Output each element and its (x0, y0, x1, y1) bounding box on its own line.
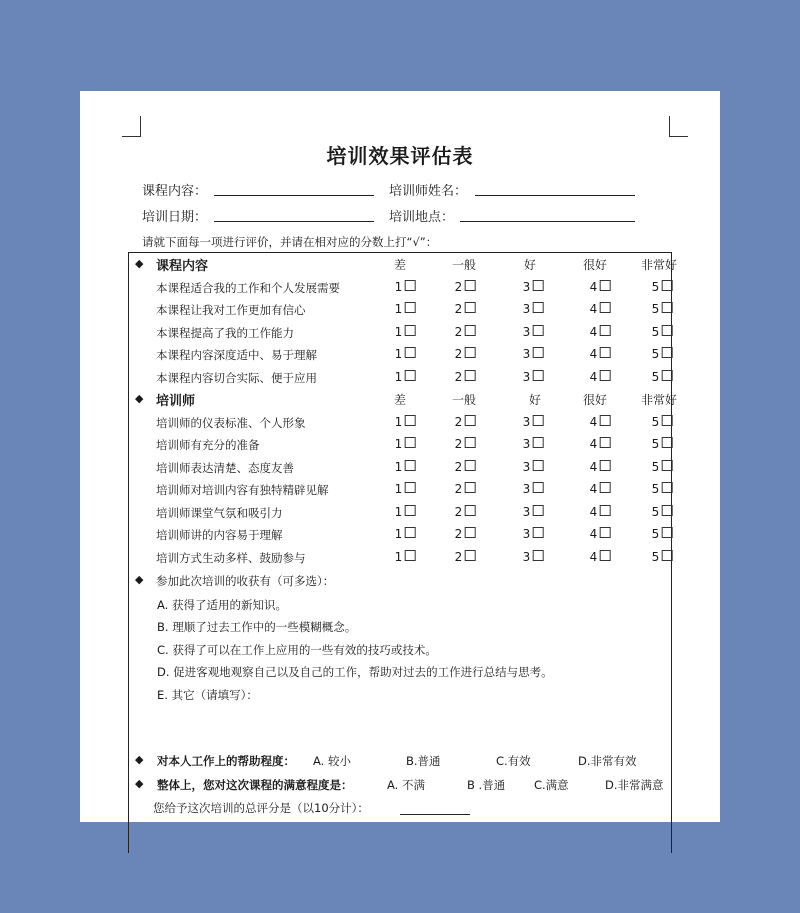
rating-row (0, 370, 800, 390)
score-option[interactable] (395, 415, 416, 429)
rating-header: 一般 (451, 258, 477, 272)
score-checkbox[interactable] (661, 482, 672, 493)
score-number: 5 (651, 482, 660, 496)
score-checkbox[interactable] (599, 325, 610, 336)
satisfaction-option-c[interactable]: C.满意 (534, 778, 569, 792)
score-number: 2 (454, 437, 463, 451)
score-checkbox[interactable] (599, 415, 610, 426)
rating-row (0, 347, 800, 367)
score-option[interactable] (455, 347, 476, 361)
score-checkbox[interactable] (599, 280, 610, 291)
help-option-c[interactable]: C.有效 (496, 754, 531, 768)
rating-header: 一般 (451, 393, 477, 407)
rating-header: 差 (393, 258, 407, 272)
gain-option-b[interactable]: B. 理顺了过去工作中的一些模糊概念。 (157, 620, 357, 634)
rating-item-label: 培训师的仪表标准、个人形象 (156, 416, 306, 430)
help-option-a[interactable]: A. 较小 (313, 754, 351, 768)
score-checkbox[interactable] (404, 527, 415, 538)
score-number: 3 (522, 437, 531, 451)
rating-item-label: 本课程适合我的工作和个人发展需要 (156, 281, 340, 295)
score-option[interactable] (395, 527, 416, 541)
help-option-d[interactable]: D.非常有效 (578, 754, 637, 768)
score-checkbox[interactable] (661, 437, 672, 448)
score-option[interactable] (652, 280, 673, 294)
score-number: 2 (454, 325, 463, 339)
score-option[interactable] (395, 280, 416, 294)
score-number: 5 (651, 280, 660, 294)
score-number: 5 (651, 302, 660, 316)
rating-item-label: 培训师讲的内容易于理解 (156, 528, 283, 542)
gains-title: 参加此次培训的收获有（可多选）： (156, 574, 335, 588)
score-number: 2 (454, 550, 463, 564)
score-number: 4 (589, 437, 598, 451)
score-option[interactable] (523, 527, 544, 541)
rating-item-label: 本课程提高了我的工作能力 (156, 326, 294, 340)
score-number: 5 (651, 437, 660, 451)
score-option[interactable] (395, 505, 416, 519)
score-checkbox[interactable] (404, 415, 415, 426)
rating-row (0, 505, 800, 525)
score-option[interactable] (652, 370, 673, 384)
course-label: 课程内容： (142, 184, 208, 199)
score-checkbox[interactable] (464, 550, 475, 561)
bullet-diamond: ◆ (135, 392, 144, 405)
score-option[interactable] (455, 460, 476, 474)
rating-row (0, 325, 800, 345)
score-option[interactable] (523, 415, 544, 429)
score-checkbox[interactable] (661, 325, 672, 336)
score-checkbox[interactable] (661, 302, 672, 313)
score-checkbox[interactable] (599, 505, 610, 516)
score-checkbox[interactable] (464, 437, 475, 448)
score-option[interactable] (523, 347, 544, 361)
score-checkbox[interactable] (464, 527, 475, 538)
rating-header: 非常好 (640, 393, 678, 407)
score-checkbox[interactable] (599, 302, 610, 313)
score-option[interactable] (590, 482, 611, 496)
score-number: 1 (394, 370, 403, 384)
score-number: 1 (394, 527, 403, 541)
score-number: 2 (454, 370, 463, 384)
rating-item-label: 培训师课堂气氛和吸引力 (156, 506, 283, 520)
score-option[interactable] (455, 302, 476, 316)
score-number: 3 (522, 482, 531, 496)
rating-item-label: 培训师有充分的准备 (156, 438, 260, 452)
score-option[interactable] (523, 325, 544, 339)
rating-row (0, 280, 800, 300)
score-number: 3 (522, 550, 531, 564)
score-number: 4 (589, 460, 598, 474)
score-option[interactable] (455, 415, 476, 429)
score-option[interactable] (590, 527, 611, 541)
bullet-diamond: ◆ (135, 753, 144, 766)
score-checkbox[interactable] (464, 460, 475, 471)
rating-row (0, 482, 800, 502)
score-number: 4 (589, 370, 598, 384)
score-checkbox[interactable] (532, 325, 543, 336)
score-option[interactable] (652, 347, 673, 361)
score-checkbox[interactable] (464, 302, 475, 313)
rating-header: 好 (523, 258, 537, 272)
score-option[interactable] (395, 370, 416, 384)
score-checkbox[interactable] (464, 415, 475, 426)
trainer-name-label: 培训师姓名： (389, 184, 468, 199)
score-number: 4 (589, 347, 598, 361)
score-checkbox[interactable] (404, 325, 415, 336)
trainer-name-input-line[interactable] (475, 195, 635, 196)
help-title: 对本人工作上的帮助程度： (157, 754, 295, 768)
rating-header: 差 (393, 393, 407, 407)
score-checkbox[interactable] (532, 370, 543, 381)
score-checkbox[interactable] (404, 550, 415, 561)
score-option[interactable] (523, 437, 544, 451)
bullet-diamond: ◆ (135, 257, 144, 270)
score-checkbox[interactable] (404, 482, 415, 493)
score-number: 2 (454, 460, 463, 474)
score-checkbox[interactable] (599, 370, 610, 381)
crop-mark-left (122, 116, 141, 137)
score-checkbox[interactable] (661, 460, 672, 471)
section-header-row (0, 392, 800, 412)
score-option[interactable] (652, 527, 673, 541)
score-number: 4 (589, 505, 598, 519)
score-option[interactable] (590, 505, 611, 519)
score-checkbox[interactable] (661, 347, 672, 358)
score-checkbox[interactable] (532, 415, 543, 426)
score-option[interactable] (590, 460, 611, 474)
score-option[interactable] (652, 482, 673, 496)
score-number: 4 (589, 482, 598, 496)
score-option[interactable] (590, 415, 611, 429)
score-option[interactable] (395, 302, 416, 316)
score-checkbox[interactable] (532, 280, 543, 291)
score-number: 2 (454, 527, 463, 541)
score-number: 3 (522, 302, 531, 316)
score-option[interactable] (523, 550, 544, 564)
score-number: 2 (454, 280, 463, 294)
score-checkbox[interactable] (532, 347, 543, 358)
score-option[interactable] (652, 437, 673, 451)
score-number: 3 (522, 415, 531, 429)
date-input-line[interactable] (214, 221, 374, 222)
score-number: 5 (651, 415, 660, 429)
score-number: 1 (394, 415, 403, 429)
score-checkbox[interactable] (532, 482, 543, 493)
rating-row (0, 460, 800, 480)
rating-item-label: 培训师表达清楚、态度友善 (156, 461, 294, 475)
score-checkbox[interactable] (532, 437, 543, 448)
crop-mark-right (669, 116, 688, 137)
score-option[interactable] (590, 370, 611, 384)
score-number: 2 (454, 415, 463, 429)
score-number: 2 (454, 482, 463, 496)
course-input-line[interactable] (214, 195, 374, 196)
score-number: 5 (651, 527, 660, 541)
score-number: 2 (454, 347, 463, 361)
bullet-diamond: ◆ (135, 777, 144, 790)
total-score-input-line[interactable] (400, 814, 470, 815)
score-number: 4 (589, 527, 598, 541)
score-checkbox[interactable] (599, 550, 610, 561)
rating-item-label: 培训师对培训内容有独特精辟见解 (156, 483, 329, 497)
score-option[interactable] (395, 437, 416, 451)
score-checkbox[interactable] (464, 347, 475, 358)
score-option[interactable] (523, 505, 544, 519)
score-option[interactable] (590, 280, 611, 294)
satisfaction-option-d[interactable]: D.非常满意 (605, 778, 664, 792)
score-checkbox[interactable] (599, 460, 610, 471)
score-number: 4 (589, 415, 598, 429)
bullet-diamond: ◆ (135, 573, 144, 586)
help-option-b[interactable]: B.普通 (406, 754, 441, 768)
score-checkbox[interactable] (532, 302, 543, 313)
score-option[interactable] (455, 437, 476, 451)
score-number: 1 (394, 437, 403, 451)
score-number: 4 (589, 302, 598, 316)
rating-header: 很好 (582, 393, 608, 407)
section-title: 培训师 (156, 394, 196, 409)
score-number: 3 (522, 370, 531, 384)
score-option[interactable] (395, 347, 416, 361)
score-option[interactable] (590, 550, 611, 564)
score-checkbox[interactable] (464, 505, 475, 516)
score-option[interactable] (590, 347, 611, 361)
rating-row (0, 302, 800, 322)
rating-header: 非常好 (640, 258, 678, 272)
score-option[interactable] (523, 280, 544, 294)
rating-row (0, 550, 800, 570)
score-number: 5 (651, 460, 660, 474)
form-title: 培训效果评估表 (326, 144, 474, 168)
score-number: 4 (589, 325, 598, 339)
score-number: 5 (651, 347, 660, 361)
score-checkbox[interactable] (599, 437, 610, 448)
location-input-line[interactable] (460, 221, 635, 222)
score-option[interactable] (455, 505, 476, 519)
score-checkbox[interactable] (599, 347, 610, 358)
rating-header: 好 (528, 393, 542, 407)
satisfaction-option-b[interactable]: B .普通 (467, 778, 506, 792)
score-option[interactable] (455, 370, 476, 384)
score-checkbox[interactable] (599, 482, 610, 493)
rating-item-label: 本课程内容切合实际、便于应用 (156, 371, 317, 385)
score-checkbox[interactable] (532, 550, 543, 561)
gain-option-c[interactable]: C. 获得了可以在工作上应用的一些有效的技巧或技术。 (157, 643, 437, 657)
score-checkbox[interactable] (661, 370, 672, 381)
score-checkbox[interactable] (404, 437, 415, 448)
score-checkbox[interactable] (532, 527, 543, 538)
score-number: 1 (394, 302, 403, 316)
gain-option-a[interactable]: A. 获得了适用的新知识。 (157, 598, 287, 612)
score-number: 4 (589, 280, 598, 294)
score-checkbox[interactable] (404, 302, 415, 313)
score-number: 1 (394, 550, 403, 564)
section-header-row (0, 257, 800, 277)
score-checkbox[interactable] (404, 505, 415, 516)
score-option[interactable] (652, 415, 673, 429)
score-checkbox[interactable] (464, 325, 475, 336)
total-score-label: 您给予这次培训的总评分是（以10分计）： (153, 801, 369, 815)
score-option[interactable] (395, 460, 416, 474)
score-option[interactable] (455, 280, 476, 294)
score-checkbox[interactable] (532, 505, 543, 516)
score-option[interactable] (652, 302, 673, 316)
score-number: 4 (589, 550, 598, 564)
rating-item-label: 培训方式生动多样、鼓励参与 (156, 551, 306, 565)
score-number: 5 (651, 505, 660, 519)
score-checkbox[interactable] (599, 527, 610, 538)
score-checkbox[interactable] (661, 527, 672, 538)
satisfaction-title: 整体上，您对这次课程的满意程度是： (157, 778, 353, 792)
score-checkbox[interactable] (464, 280, 475, 291)
score-option[interactable] (455, 325, 476, 339)
score-number: 1 (394, 280, 403, 294)
score-option[interactable] (395, 325, 416, 339)
score-number: 3 (522, 280, 531, 294)
rating-item-label: 本课程内容深度适中、易于理解 (156, 348, 317, 362)
score-option[interactable] (455, 527, 476, 541)
score-option[interactable] (523, 460, 544, 474)
score-checkbox[interactable] (404, 347, 415, 358)
score-checkbox[interactable] (464, 370, 475, 381)
rating-row (0, 527, 800, 547)
score-option[interactable] (523, 482, 544, 496)
score-option[interactable] (652, 550, 673, 564)
score-number: 3 (522, 505, 531, 519)
score-checkbox[interactable] (464, 482, 475, 493)
score-option[interactable] (590, 325, 611, 339)
gain-option-e[interactable]: E. 其它（请填写）： (157, 688, 258, 702)
score-option[interactable] (590, 437, 611, 451)
score-number: 1 (394, 460, 403, 474)
instruction-text: 请就下面每一项进行评价，并请在相对应的分数上打“√”： (142, 235, 438, 249)
score-option[interactable] (590, 302, 611, 316)
score-checkbox[interactable] (532, 460, 543, 471)
score-option[interactable] (455, 550, 476, 564)
gain-option-d[interactable]: D. 促进客观地观察自己以及自己的工作，帮助对过去的工作进行总结与思考。 (157, 665, 553, 679)
rating-row (0, 415, 800, 435)
score-number: 3 (522, 347, 531, 361)
score-number: 2 (454, 505, 463, 519)
score-checkbox[interactable] (404, 460, 415, 471)
score-option[interactable] (652, 505, 673, 519)
score-checkbox[interactable] (661, 280, 672, 291)
score-number: 1 (394, 505, 403, 519)
satisfaction-option-a[interactable]: A. 不满 (387, 778, 425, 792)
date-label: 培训日期： (142, 210, 208, 225)
score-option[interactable] (652, 460, 673, 474)
score-checkbox[interactable] (404, 370, 415, 381)
score-number: 1 (394, 482, 403, 496)
score-number: 5 (651, 370, 660, 384)
score-number: 3 (522, 325, 531, 339)
score-option[interactable] (652, 325, 673, 339)
section-title: 课程内容 (156, 259, 209, 274)
score-option[interactable] (395, 482, 416, 496)
score-option[interactable] (523, 370, 544, 384)
score-number: 1 (394, 325, 403, 339)
score-number: 1 (394, 347, 403, 361)
score-option[interactable] (455, 482, 476, 496)
location-label: 培训地点： (389, 210, 455, 225)
score-number: 5 (651, 325, 660, 339)
score-number: 5 (651, 550, 660, 564)
score-number: 3 (522, 460, 531, 474)
rating-item-label: 本课程让我对工作更加有信心 (156, 303, 306, 317)
rating-header: 很好 (582, 258, 608, 272)
score-option[interactable] (523, 302, 544, 316)
score-number: 2 (454, 302, 463, 316)
score-option[interactable] (395, 550, 416, 564)
score-number: 3 (522, 527, 531, 541)
rating-row (0, 437, 800, 457)
score-checkbox[interactable] (661, 550, 672, 561)
score-checkbox[interactable] (404, 280, 415, 291)
score-checkbox[interactable] (661, 415, 672, 426)
score-checkbox[interactable] (661, 505, 672, 516)
